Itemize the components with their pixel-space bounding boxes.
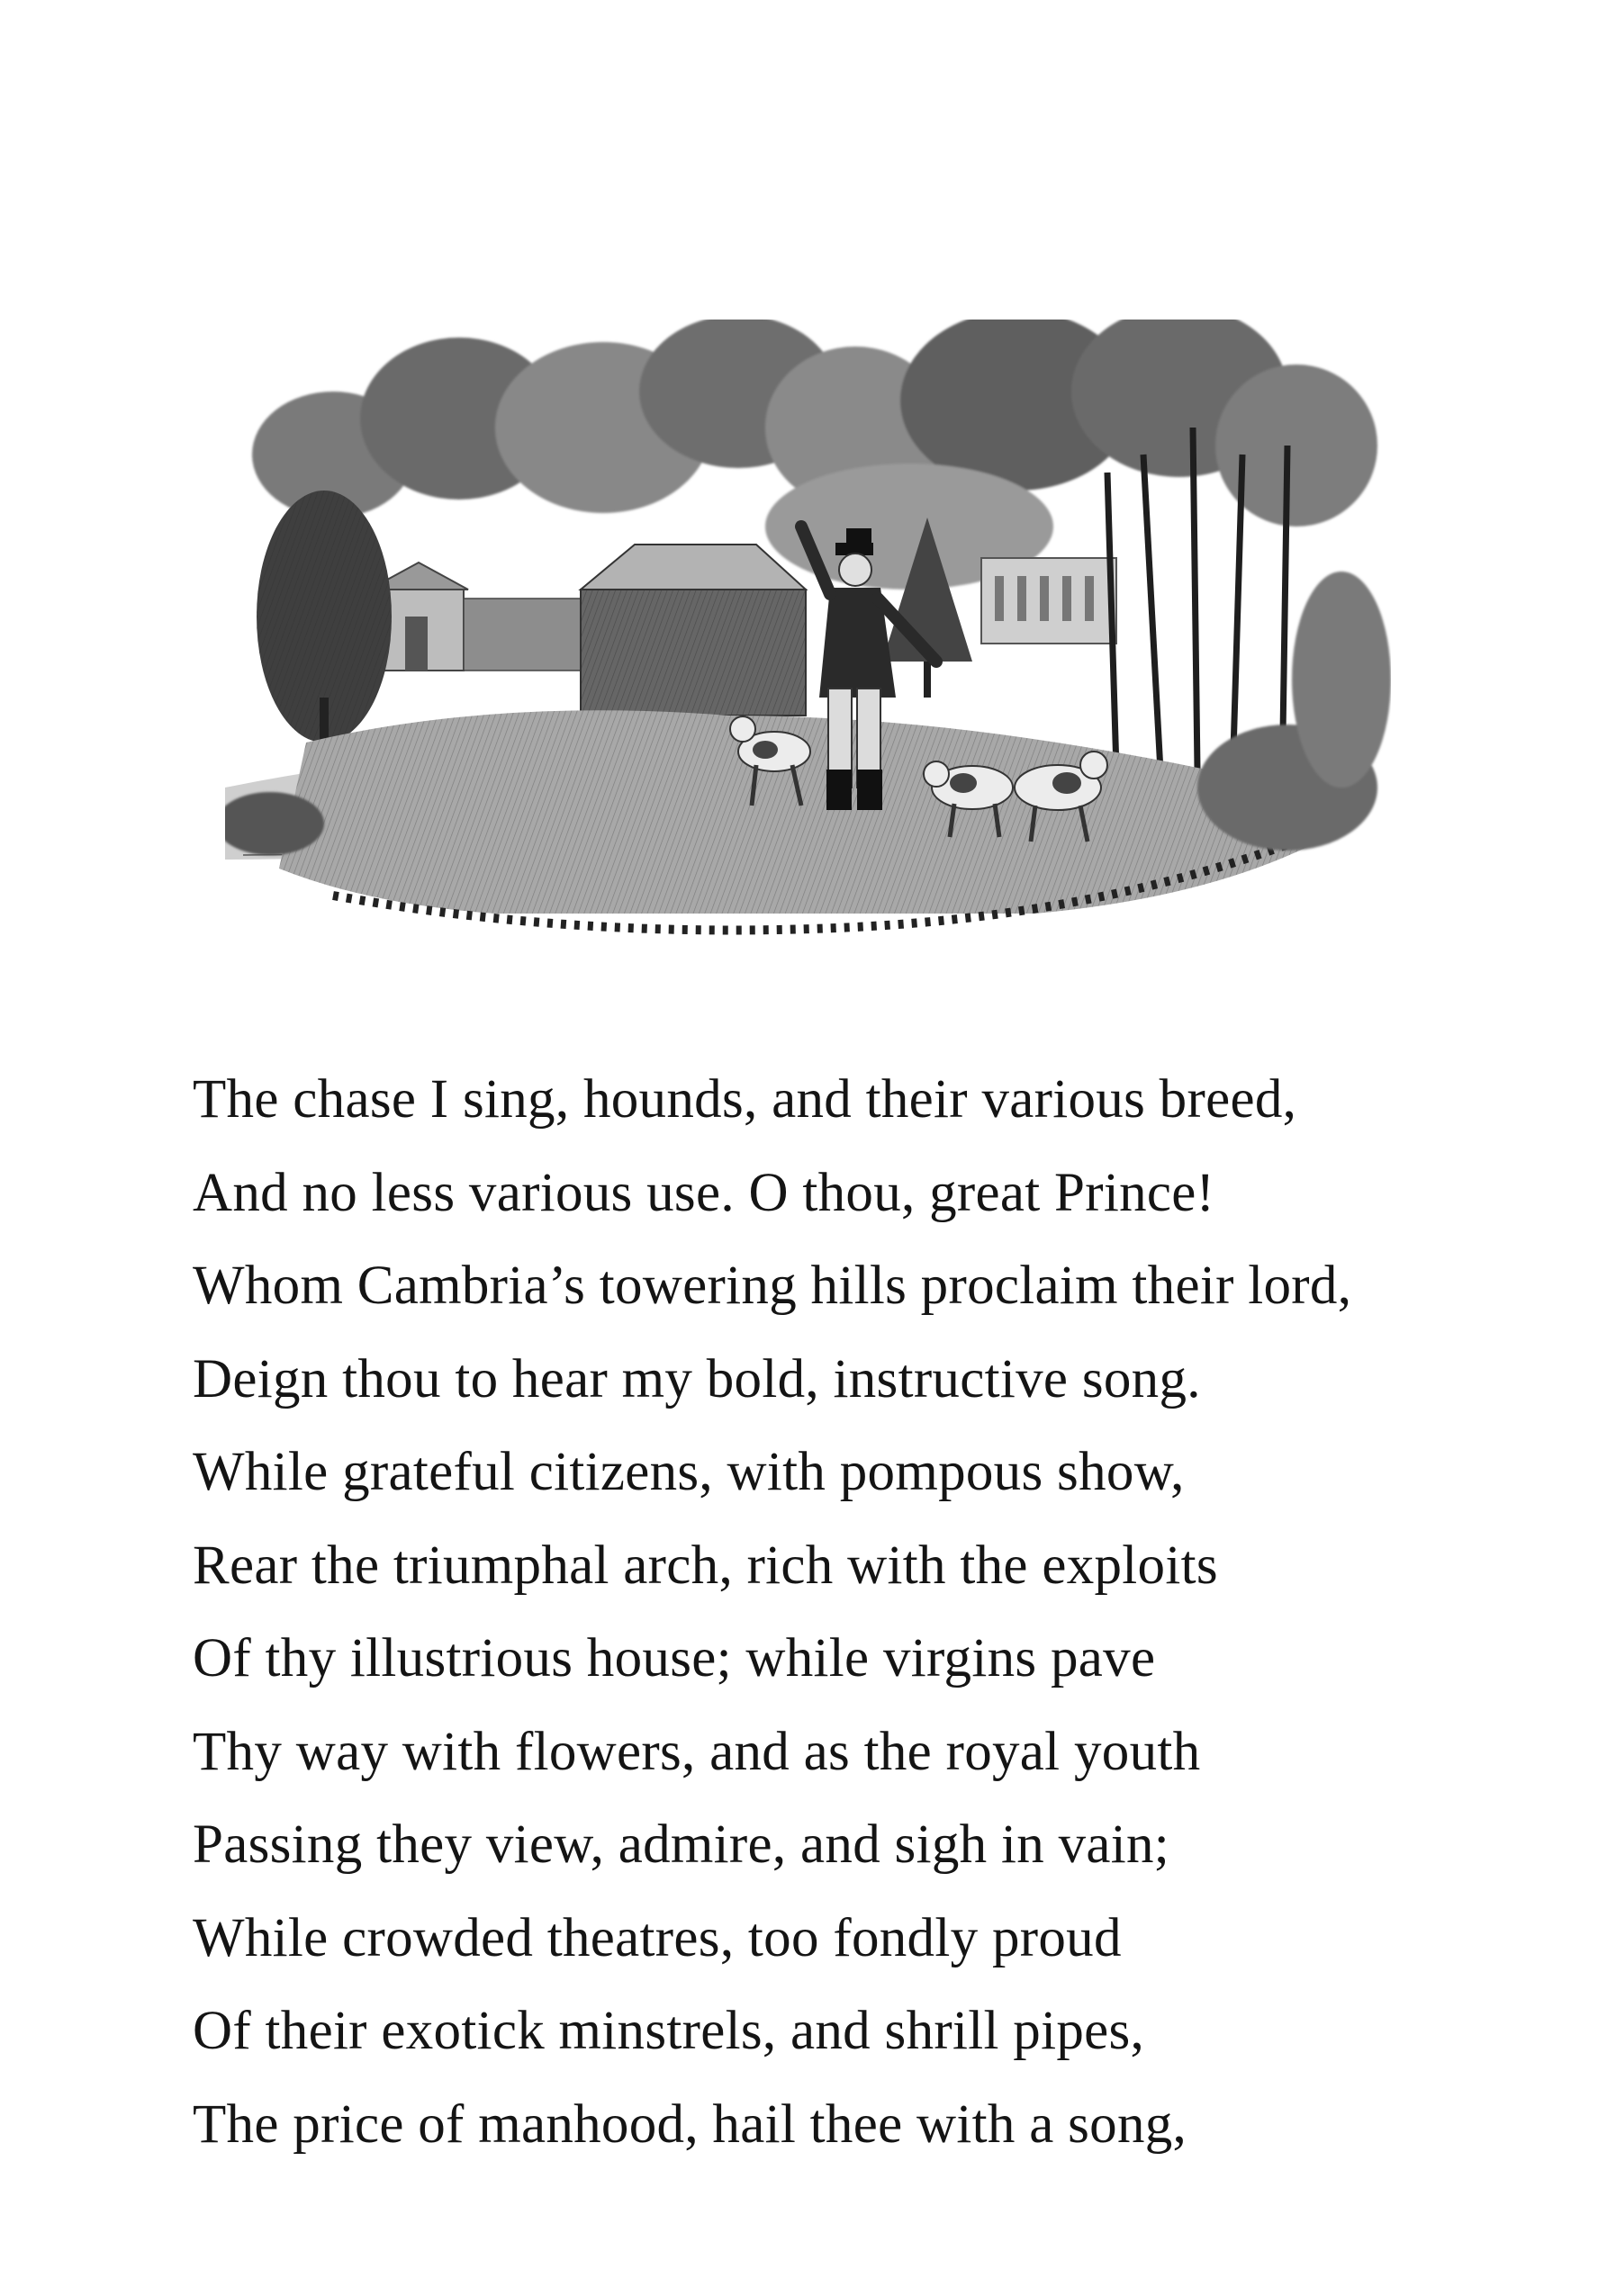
poem-line: Of thy illustrious house; while virgins pave [193,1628,1156,1688]
distant-house [981,558,1116,644]
poem-line: The price of manhood, hail thee with a song, [193,2093,1187,2155]
poem-line: While crowded theatres, too fondly proud [193,1907,1122,1968]
poem-line: Whom Cambria’s towering hills proclaim their lord, [193,1256,1352,1316]
poem-line: Deign thou to hear my bold, instructive song. [193,1348,1201,1409]
barn [581,545,806,716]
willow-tree [257,491,392,761]
poem-line: While grateful citizens, with pompous show, [193,1442,1185,1502]
poem-line: Passing they view, admire, and sigh in vain; [193,1814,1170,1875]
ground [279,710,1350,930]
poem-line: Thy way with flowers, and as the royal youth [193,1721,1201,1782]
poem-line: Rear the triumphal arch, rich with the exploits [193,1535,1218,1596]
poem-line: The chase I sing, hounds, and their various breed, [193,1069,1297,1130]
small-cottage [369,563,590,671]
poem-line: And no less various use. O thou, great Prince! [193,1162,1215,1223]
poem-line: Of their exotick minstrels, and shrill pipes, [193,2001,1145,2061]
poem-text [193,1053,1498,2171]
huntsman-vignette [225,320,1391,941]
engraving-illustration [225,320,1391,941]
